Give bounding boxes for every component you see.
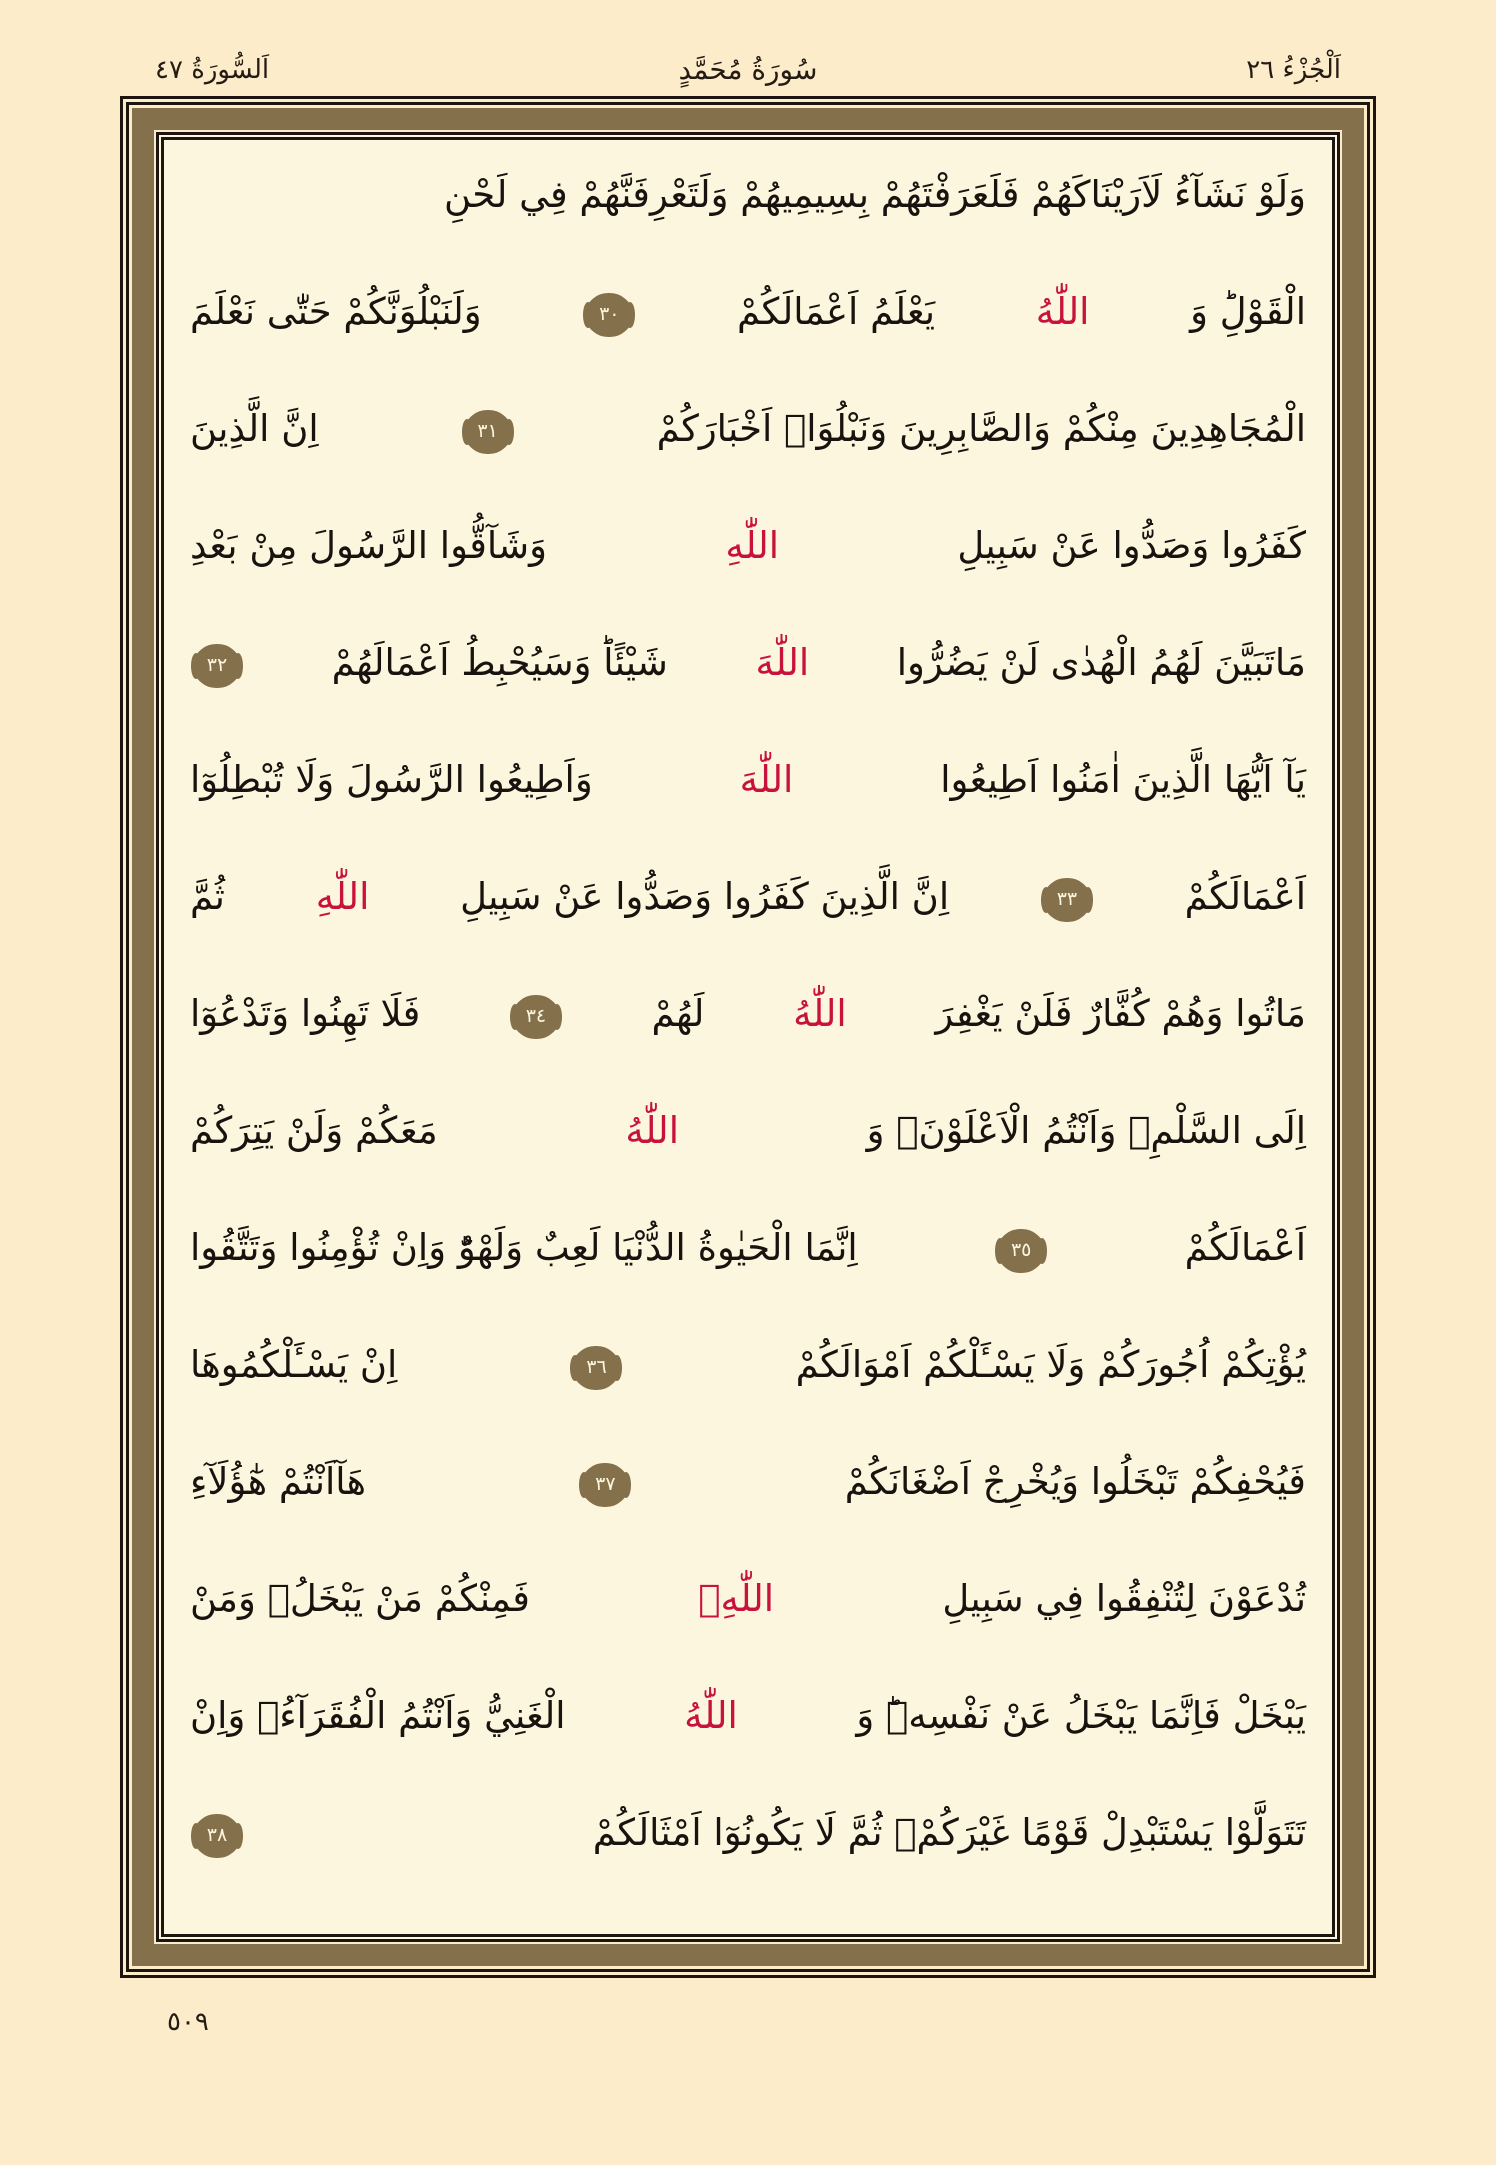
- ayah-text: يَآ اَيُّهَا الَّذِينَ اٰمَنُوا اَطِيعُوا: [940, 758, 1306, 801]
- ayah-number-marker[interactable]: [584, 1464, 626, 1506]
- ayah-text: تُدْعَوْنَ لِتُنْفِقُوا فِي سَبِيلِ: [942, 1577, 1306, 1620]
- ayah-text: مَعَكُمْ وَلَنْ يَتِرَكُمْ: [190, 1109, 438, 1152]
- ayah-text: هَآاَنْتُمْ هٰٓؤُلَآءِ: [190, 1460, 367, 1503]
- lafz-al-jalalah: اللّٰهُ: [793, 992, 847, 1035]
- ayah-number-text: ٣٣: [1056, 888, 1078, 910]
- ayah-text: وَاَطِيعُوا الرَّسُولَ وَلَا تُبْطِلُوٓا: [190, 758, 593, 801]
- ornamental-frame: [120, 96, 1376, 1978]
- ayah-text: يُؤْتِكُمْ اُجُورَكُمْ وَلَا يَسْـَٔلْكُمْ اَمْوَالَكُمْ: [795, 1343, 1306, 1386]
- lafz-al-jalalah: اللّٰهُ: [625, 1109, 679, 1152]
- ayah-text: كَفَرُوا وَصَدُّوا عَنْ سَبِيلِ: [957, 524, 1306, 567]
- ayah-number-marker[interactable]: [588, 294, 630, 336]
- ayah-text: مَاتَبَيَّنَ لَهُمُ الْهُدٰى لَنْ يَضُرُّوا: [896, 641, 1306, 684]
- ayah-number-text: ٣٨: [206, 1824, 228, 1846]
- ayah-text: اِنَّ الَّذِينَ كَفَرُوا وَصَدُّوا عَنْ سَبِيلِ: [460, 875, 950, 918]
- ayah-number-marker[interactable]: [575, 1347, 617, 1389]
- ayah-number-text: ٣٤: [525, 1005, 547, 1027]
- ayah-text: اِنَّمَا الْحَيٰوةُ الدُّنْيَا لَعِبٌ وَلَهْوٌؕ وَاِنْ تُؤْمِنُوا وَتَتَّقُوا: [190, 1226, 858, 1269]
- lafz-al-jalalah: اللّٰهِۚ: [698, 1577, 775, 1620]
- ayah-number-marker[interactable]: [515, 996, 557, 1038]
- juz-label: اَلْجُزْءُ ٢٦: [1246, 55, 1341, 85]
- surah-number-label: اَلسُّورَةُ ٤٧: [155, 55, 270, 85]
- ayah-number-marker[interactable]: [467, 411, 509, 453]
- surah-name-title: سُورَةُ مُحَمَّدٍ: [678, 53, 818, 86]
- lafz-al-jalalah: اللّٰهِ: [725, 524, 780, 567]
- ayah-text: اِنَّ الَّذِينَ: [190, 407, 319, 450]
- lafz-al-jalalah: اللّٰهَ: [739, 758, 794, 801]
- ayah-text: اَعْمَالَكُمْ: [1184, 875, 1306, 918]
- lafz-al-jalalah: اللّٰهَ: [755, 641, 810, 684]
- ayah-text: ثُمَّ: [190, 875, 225, 918]
- ayah-line: [190, 1578, 1306, 1674]
- ayah-number-text: ٣١: [477, 420, 498, 442]
- ayah-text: يَبْخَلْ فَاِنَّمَا يَبْخَلُ عَنْ نَفْسِهٖؕ وَ: [856, 1694, 1306, 1737]
- ayah-line: [190, 408, 1306, 504]
- ayah-text: الْقَوْلِؕ وَ: [1190, 290, 1306, 333]
- ayah-text: مَاتُوا وَهُمْ كُفَّارٌ فَلَنْ يَغْفِرَ: [935, 992, 1306, 1035]
- ayah-line: [190, 993, 1306, 1089]
- ayah-number-marker[interactable]: [1000, 1230, 1042, 1272]
- ayah-number-text: ٣٧: [595, 1473, 616, 1495]
- ayah-text: لَهُمْ: [651, 992, 705, 1035]
- page-header: [155, 44, 1341, 96]
- ayah-line: [190, 1695, 1306, 1791]
- ayah-number-marker[interactable]: [1046, 879, 1088, 921]
- quran-text-body: [164, 140, 1332, 1934]
- ayah-line: [190, 1461, 1306, 1557]
- ayah-number-text: ٣٢: [206, 654, 228, 676]
- ayah-line: [190, 291, 1306, 387]
- ayah-line: [190, 525, 1306, 621]
- ayah-text: الْغَنِيُّ وَاَنْتُمُ الْفُقَرَآءُۚ وَاِنْ: [190, 1694, 566, 1737]
- ayah-text: شَيْئًاؕ وَسَيُحْبِطُ اَعْمَالَهُمْ: [331, 641, 668, 684]
- ayah-line: [190, 1812, 1306, 1908]
- frame-outer-rule: [126, 102, 1370, 1972]
- ayah-text: وَلَنَبْلُوَنَّكُمْ حَتّٰى نَعْلَمَ: [190, 290, 482, 333]
- ayah-number-text: ٣٥: [1010, 1239, 1032, 1261]
- ayah-number-marker[interactable]: [196, 645, 238, 687]
- ayah-line: [190, 174, 1306, 270]
- ayah-line: [190, 642, 1306, 738]
- ayah-number-text: ٣٠: [599, 303, 620, 325]
- page-footer: [155, 2000, 1341, 2044]
- ayah-text: وَلَوْ نَشَآءُ لَاَرَيْنَاكَهُمْ فَلَعَرَفْتَهُمْ بِسِيمِيهُمْ وَلَتَعْرِفَنَّهُمْ فِي لَحْنِ: [444, 173, 1306, 216]
- ayah-text: الْمُجَاهِدِينَ مِنْكُمْ وَالصَّابِرِينَ وَنَبْلُوَا۟ اَخْبَارَكُمْ: [656, 407, 1306, 450]
- ayah-text: فَمِنْكُمْ مَنْ يَبْخَلُۚ وَمَنْ: [190, 1577, 530, 1620]
- ayah-number-text: ٣٦: [586, 1356, 607, 1378]
- ayah-text: يَعْلَمُ اَعْمَالَكُمْ: [736, 290, 936, 333]
- ayah-line: [190, 876, 1306, 972]
- ayah-text: فَلَا تَهِنُوا وَتَدْعُوٓا: [190, 992, 421, 1035]
- lafz-al-jalalah: اللّٰهُ: [1035, 290, 1090, 333]
- ayah-number-marker[interactable]: [196, 1815, 238, 1857]
- page-number: ٥٠٩: [167, 2007, 209, 2037]
- frame-band: [132, 108, 1364, 1966]
- ayah-line: [190, 1227, 1306, 1323]
- ayah-text: اِلَى السَّلْمِۖ وَاَنْتُمُ الْاَعْلَوْنَۗ وَ: [866, 1109, 1306, 1152]
- lafz-al-jalalah: اللّٰهِ: [315, 875, 370, 918]
- ayah-line: [190, 1344, 1306, 1440]
- ayah-text: وَشَآقُّوا الرَّسُولَ مِنْ بَعْدِ: [190, 524, 548, 567]
- ayah-text: اِنْ يَسْـَٔلْكُمُوهَا: [190, 1343, 398, 1386]
- ayah-text: فَيُحْفِكُمْ تَبْخَلُوا وَيُخْرِجْ اَضْغَانَكُمْ: [844, 1460, 1306, 1503]
- ayah-line: [190, 759, 1306, 855]
- ayah-line: [190, 1110, 1306, 1206]
- ayah-text: تَتَوَلَّوْا يَسْتَبْدِلْ قَوْمًا غَيْرَكُمْۙ ثُمَّ لَا يَكُونُوٓا اَمْثَالَكُمْ: [592, 1811, 1306, 1854]
- ayah-text: اَعْمَالَكُمْ: [1184, 1226, 1306, 1269]
- lafz-al-jalalah: اللّٰهُ: [684, 1694, 738, 1737]
